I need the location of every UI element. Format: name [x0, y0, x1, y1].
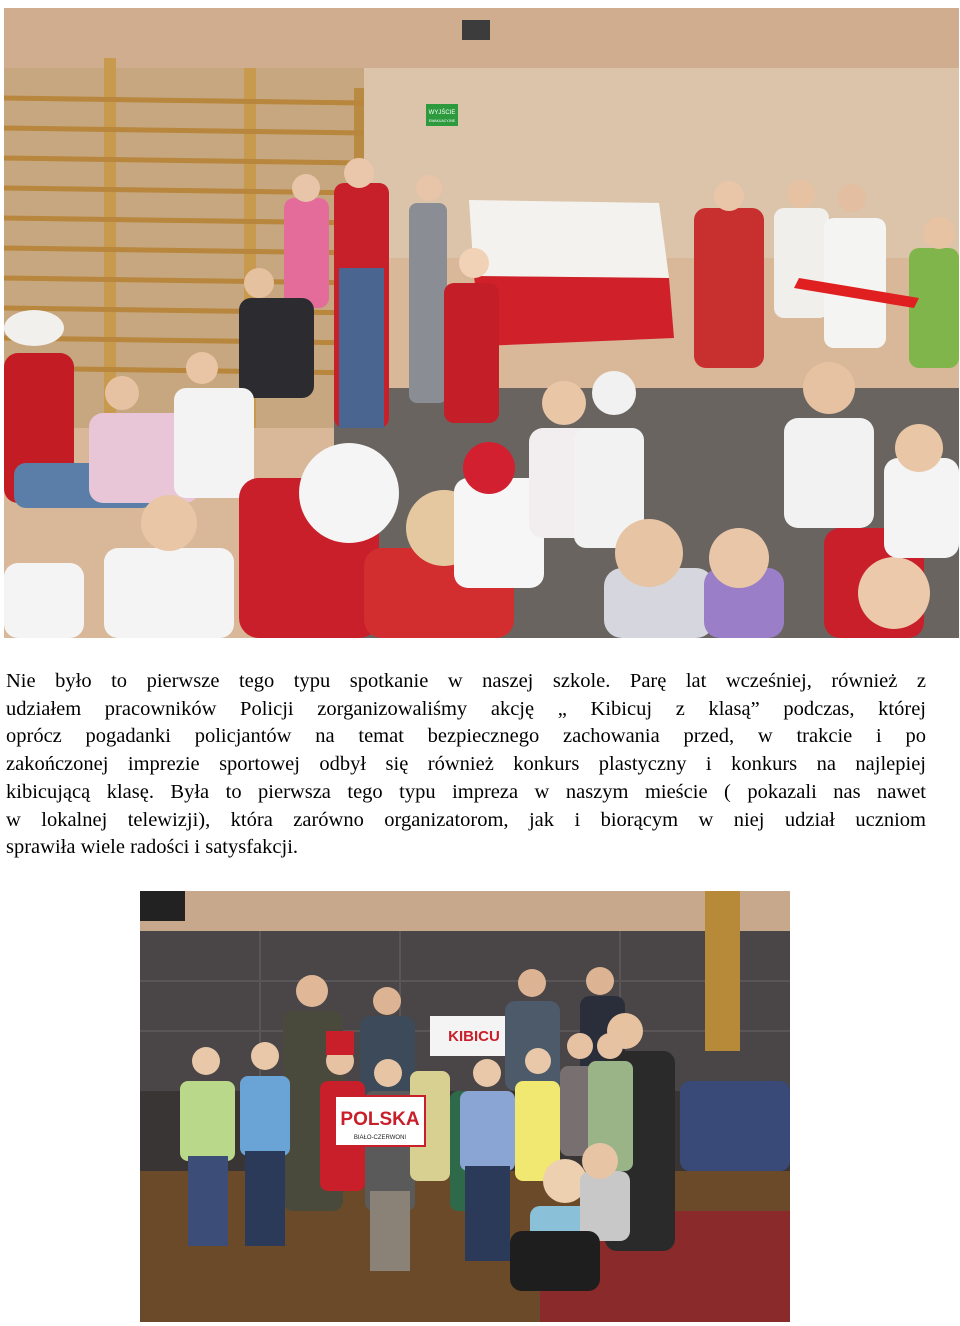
pompom	[510, 1231, 600, 1291]
photo-group-hall	[140, 891, 790, 1322]
paragraph-line: sprawiła wiele radości i satysfakcji.	[6, 836, 299, 859]
svg-text:EWAKUACYJNE: EWAKUACYJNE	[428, 119, 456, 123]
svg-text:WYJŚCIE: WYJŚCIE	[428, 110, 456, 116]
paragraph-line: w lokalnej telewizji), która zarówno organizatorom, jak i biorącym w niej udział uczniom	[6, 808, 926, 831]
polska-sign	[335, 1096, 425, 1146]
polish-flag	[469, 200, 674, 346]
article-paragraph	[6, 668, 926, 862]
screen	[140, 891, 185, 921]
paragraph-line: Nie było to pierwsze tego typu spotkanie w naszej szkole. Parę lat wcześniej, również z	[6, 670, 926, 692]
paragraph-line: kibicującą klasę. Była to pierwsza tego typu impreza w naszym mieście ( pokazali nas nawet	[6, 780, 926, 803]
paragraph-line: zakończonej imprezie sportowej odbył się również konkurs plastyczny i konkurs na najlepiej	[6, 753, 926, 776]
svg-text:POLSKA: POLSKA	[340, 1109, 420, 1130]
photo-fans-gym	[4, 8, 959, 638]
exit-sign	[426, 104, 458, 126]
wall-lamp	[462, 20, 490, 40]
svg-text:KIBICU: KIBICU	[448, 1028, 500, 1045]
sofa	[680, 1081, 790, 1171]
svg-text:BIAŁO-CZERWONI: BIAŁO-CZERWONI	[353, 1135, 407, 1141]
paragraph-line: oprócz pogadanki policjantów na temat bezpiecznego zachowania przed, w trakcie i po	[6, 725, 926, 748]
paragraph-line: udziałem pracowników Policji zorganizowaliśmy akcję „ Kibicuj z klasą” podczas, której	[6, 697, 926, 720]
